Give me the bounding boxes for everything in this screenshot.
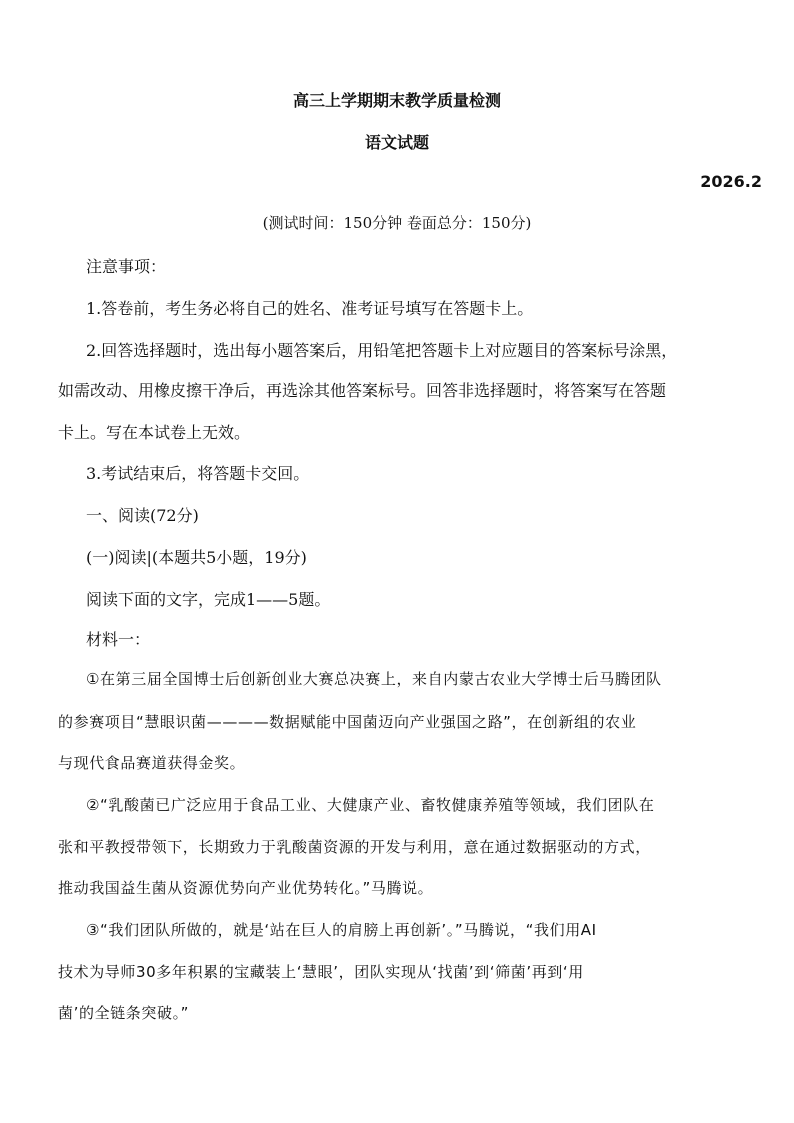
exam-title: 高三上学期期末教学质量检测 <box>292 91 501 110</box>
sub-heading: (一)阅读|(本题共5小题，19分) <box>86 548 307 567</box>
exam-subtitle: 语文试题 <box>364 133 429 152</box>
exam-date: 2026.2 <box>700 172 762 191</box>
notes-heading: 注意事项： <box>86 257 167 276</box>
material-p2-line-1: ②“乳酸菌已广泛应用于食品工业、大健康产业、畜牧健康养殖等领域，我们团队在 <box>86 796 655 814</box>
material-p2-line-3: 推动我国益生菌从资源优势向产业优势转化。”马腾说。 <box>58 879 434 897</box>
material-p3-line-2: 技术为导师30多年积累的宝藏装上‘慧眼’，团队实现从‘找菌’到‘筛菌’再到‘用 <box>58 963 584 981</box>
notes-item-2-line-3: 卡上。写在本试卷上无效。 <box>58 423 251 442</box>
part-heading: 一、阅读(72分) <box>86 506 199 525</box>
material-p2-line-2: 张和平教授带领下，长期致力于乳酸菌资源的开发与利用，意在通过数据驱动的方式， <box>58 838 651 856</box>
material-p1-line-3: 与现代食品赛道获得金奖。 <box>58 754 246 772</box>
reading-instruction: 阅读下面的文字，完成1——5题。 <box>86 590 331 609</box>
material-label: 材料一： <box>86 630 151 649</box>
notes-item-2-line-1: 2.回答选择题时，选出每小题答案后，用铅笔把答题卡上对应题目的答案标号涂黑， <box>86 341 678 360</box>
material-p3-line-3: 菌’的全链条突破。” <box>58 1004 190 1022</box>
notes-item-1: 1.答卷前，考生务必将自己的姓名、准考证号填写在答题卡上。 <box>86 299 534 318</box>
material-p1-line-1: ①在第三届全国博士后创新创业大赛总决赛上，来自内蒙古农业大学博士后马腾团队 <box>86 670 662 688</box>
material-p3-line-1: ③“我们团队所做的，就是‘站在巨人的肩膀上再创新’。”马腾说，“我们用AI <box>86 921 597 939</box>
notes-item-3: 3.考试结束后，将答题卡交回。 <box>86 464 310 483</box>
material-p1-line-2: 的参赛项目“慧眼识菌————数据赋能中国菌迈向产业强国之路”，在创新组的农业 <box>58 713 637 731</box>
exam-time-info: (测试时间：150分钟 卷面总分：150分) <box>262 214 532 232</box>
notes-item-2-line-2: 如需改动、用橡皮擦干净后，再选涂其他答案标号。回答非选择题时，将答案写在答题 <box>58 381 667 400</box>
